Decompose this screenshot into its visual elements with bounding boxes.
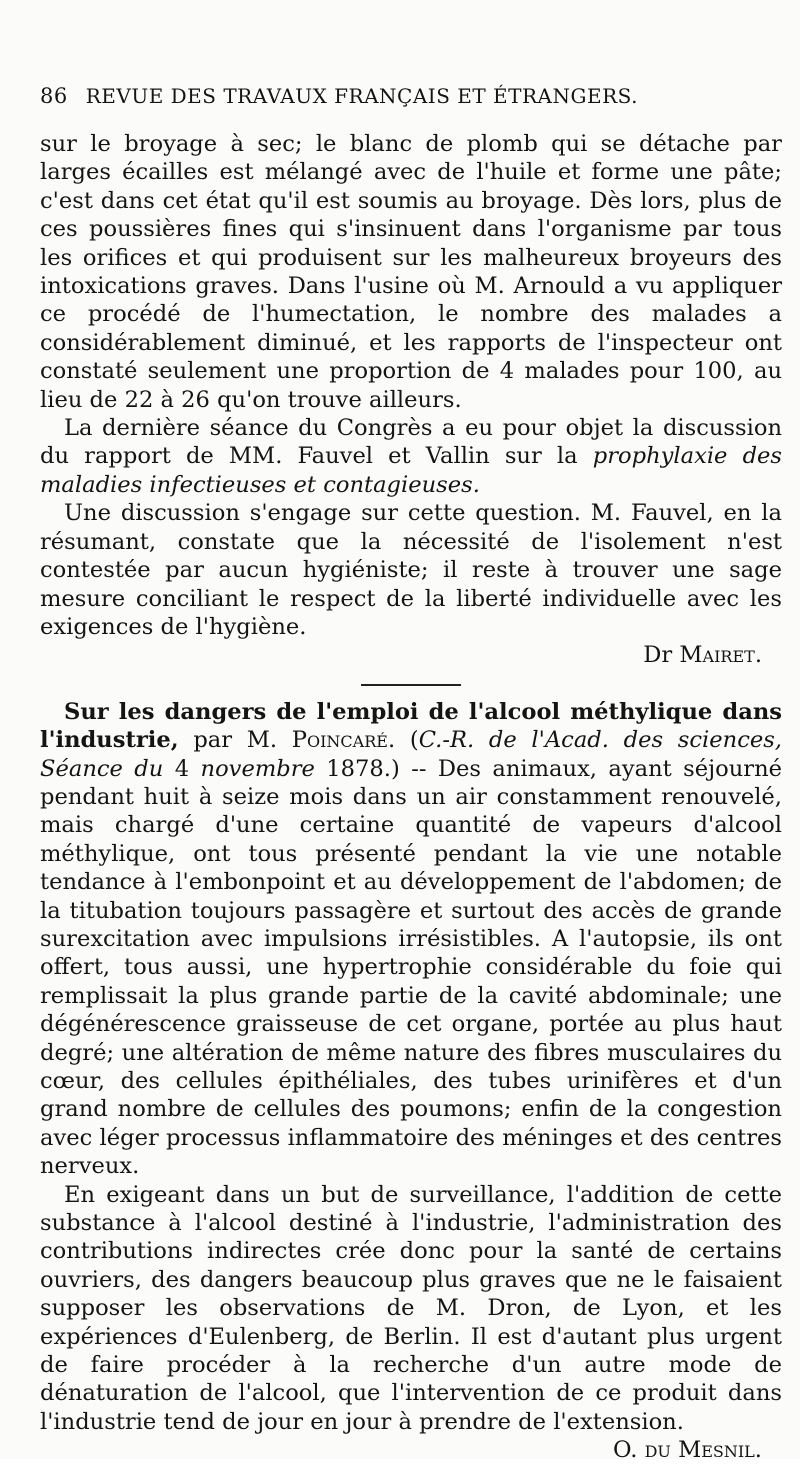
running-head [40,84,780,108]
signature-name-2: O. du Mesnil. [613,1437,762,1464]
article-ref-close: 1878.) [314,755,400,782]
signature-mairet [40,641,782,669]
article-ref-open: . ( [387,727,419,754]
signature-du-mesnil [40,1436,782,1464]
article-reference: C.-R. de l'Acad. des sciences, Séance du [40,727,782,782]
signature-prefix: Dr [643,642,673,669]
article-by: par M. [178,727,292,754]
article-ref-num: 4 [163,755,201,782]
body-text [40,130,782,1465]
article-title: Sur les dangers de l'emploi de l'alcool méthylique dans l'industrie, [40,698,782,754]
paragraph-congress-text: La dernière séance du Congrès a eu pour objet la discussion du rapport de MM. Fauvel et Vallin sur la [40,415,782,470]
article-methyl-alcohol [40,698,782,1181]
paragraph-discussion: Une discussion s'engage sur cette question. M. Fauvel, en la résumant, constate que la nécessité de l'isolement n'est contestée par aucun hygiéniste; il reste à trouver une sage mesure conciliant le respect de la liberté individuelle avec les exigences de l'hygiène. [40,500,782,640]
running-title: REVUE DES TRAVAUX FRANÇAIS ET ÉTRANGERS. [85,84,638,108]
page-number: 86 [40,84,68,108]
paragraph-conclusion: En exigeant dans un but de surveillance, l'addition de cette substance à l'alcool destiné à l'industrie, l'administration des contributions indirectes crée donc pour la santé de certains ouvriers, des dangers beaucoup plus graves que ne le faisaient supposer les observations de M. Dron, de Lyon, et les expériences d'Eulenberg, de Berlin. Il est d'autant plus urgent de faire procéder à la recherche d'un autre mode de dénaturation de l'alcool, que l'intervention de ce produit dans l'industrie tend de jour en jour à prendre de l'extension. [40,1181,782,1435]
paragraph-continuation: sur le broyage à sec; le blanc de plomb qui se détache par larges écailles est mélangé avec de l'huile et forme une pâte; c'est dans cet état qu'il est soumis au broyage. Dès lors, plus de ces poussières fines qui s'insinuent dans l'organisme par tous les orifices et qui produisent sur les malheureux broyeurs des intoxications graves. Dans l'usine où M. Arnould a vu appliquer ce procédé de l'humectation, le nombre des malades a considérablement diminué, et les rapports de l'inspecteur ont constaté seulement une proportion de 4 malades pour 100, au lieu de 22 à 26 qu'on trouve ailleurs. [40,131,782,413]
signature-name: Mairet. [679,642,762,669]
section-divider [361,684,461,686]
article-body: -- Des animaux, ayant séjourné pendant huit à seize mois dans un air constamment renouvelé, mais chargé d'une certaine quantité de vapeurs d'alcool méthylique, ont tous présenté pendant la vie une notable tendance à l'embonpoint et au développement de l'abdomen; de la titubation toujours passagère et surtout des accès de grande surexcitation avec impulsions irrésistibles. A l'autopsie, ils ont offert, tous aussi, une hypertrophie considérable du foie qui remplissait la plus grande partie de la cavité abdominale; une dégénérescence graisseuse de cet organe, portée au plus haut degré; une altération de même nature des fibres musculaires du cœur, des cellules épithéliales, des tubes urinifères et d'un grand nombre de cellules des poumons; enfin de la congestion avec léger processus inflammatoire des méninges et des centres nerveux. [40,755,782,1180]
paragraph-congress [40,414,782,499]
report-title: prophylaxie des maladies infectieuses et contagieuses. [40,443,782,498]
article-author: Poincaré [291,727,388,754]
article-reference-month: novembre [200,755,315,782]
